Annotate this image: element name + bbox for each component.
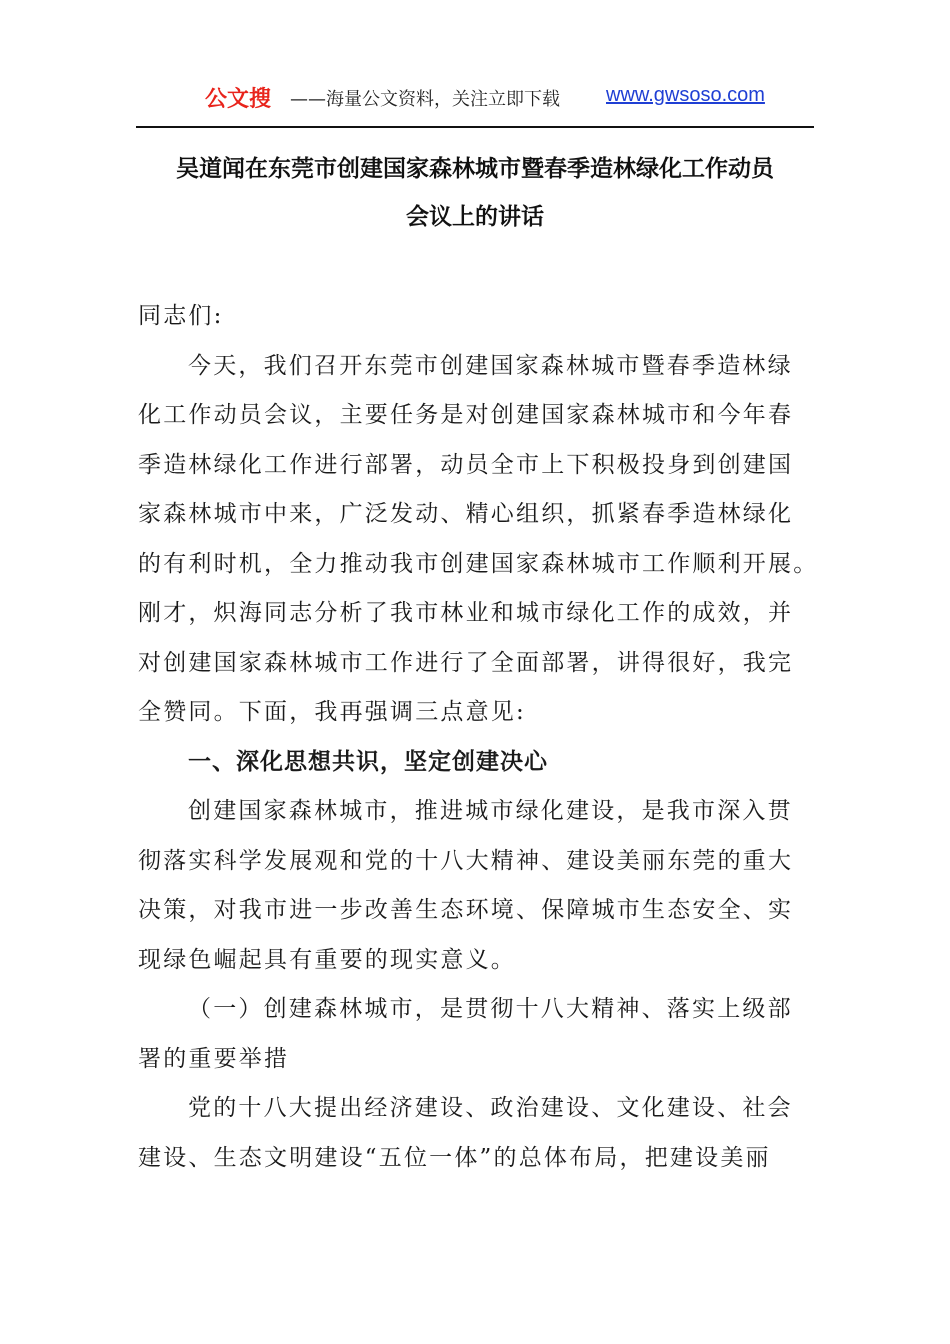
section-heading: 一、深化思想共识，坚定创建决心 xyxy=(188,748,548,775)
paragraph-line: 决策，对我市进一步改善生态环境、保障城市生态安全、实 xyxy=(138,897,794,923)
title-line: 会议上的讲话 xyxy=(406,204,544,230)
paragraph-line: 彻落实科学发展观和党的十八大精神、建设美丽东莞的重大 xyxy=(138,847,794,874)
paragraph-line: 的有利时机，全力推动我市创建国家森林城市工作顺利开展。 xyxy=(138,550,819,577)
document-header xyxy=(0,78,950,114)
paragraph-line: 刚才，炽海同志分析了我市林业和城市绿化工作的成效，并 xyxy=(138,600,794,626)
document-title xyxy=(100,145,850,241)
header-tagline: ——海量公文资料，关注立即下载 xyxy=(290,89,560,110)
paragraph-line: 化工作动员会议，主要任务是对创建国家森林城市和今年春 xyxy=(138,402,794,428)
paragraph-line: 创建国家森林城市，推进城市绿化建设，是我市深入贯 xyxy=(188,798,793,824)
salutation: 同志们: xyxy=(138,303,224,329)
paragraph-line: 现绿色崛起具有重要的现实意义。 xyxy=(138,946,516,973)
subsection-heading: （一）创建森林城市，是贯彻十八大精神、落实上级部 xyxy=(188,996,793,1022)
paragraph-line: 今天，我们召开东莞市创建国家森林城市暨春季造林绿 xyxy=(188,352,793,379)
paragraph-line: 建设、生态文明建设“五位一体”的总体布局，把建设美丽 xyxy=(138,1144,771,1171)
brand-logo-text: 公文搜 xyxy=(205,87,272,112)
paragraph-line: 对创建国家森林城市工作进行了全面部署，讲得很好，我完 xyxy=(138,649,794,676)
paragraph-line: 季造林绿化工作进行部署，动员全市上下积极投身到创建国 xyxy=(138,451,794,478)
document-body xyxy=(138,292,818,1183)
paragraph-line: 全赞同。下面，我再强调三点意见: xyxy=(138,699,526,725)
website-link[interactable]: www.gwsoso.com xyxy=(606,84,765,106)
title-line: 吴道闻在东莞市创建国家森林城市暨春季造林绿化工作动员 xyxy=(176,156,774,182)
subsection-heading: 署的重要举措 xyxy=(138,1045,290,1072)
paragraph-line: 党的十八大提出经济建设、政治建设、文化建设、社会 xyxy=(188,1095,793,1121)
paragraph-line: 家森林城市中来，广泛发动、精心组织，抓紧春季造林绿化 xyxy=(138,501,794,527)
header-divider xyxy=(136,126,814,128)
